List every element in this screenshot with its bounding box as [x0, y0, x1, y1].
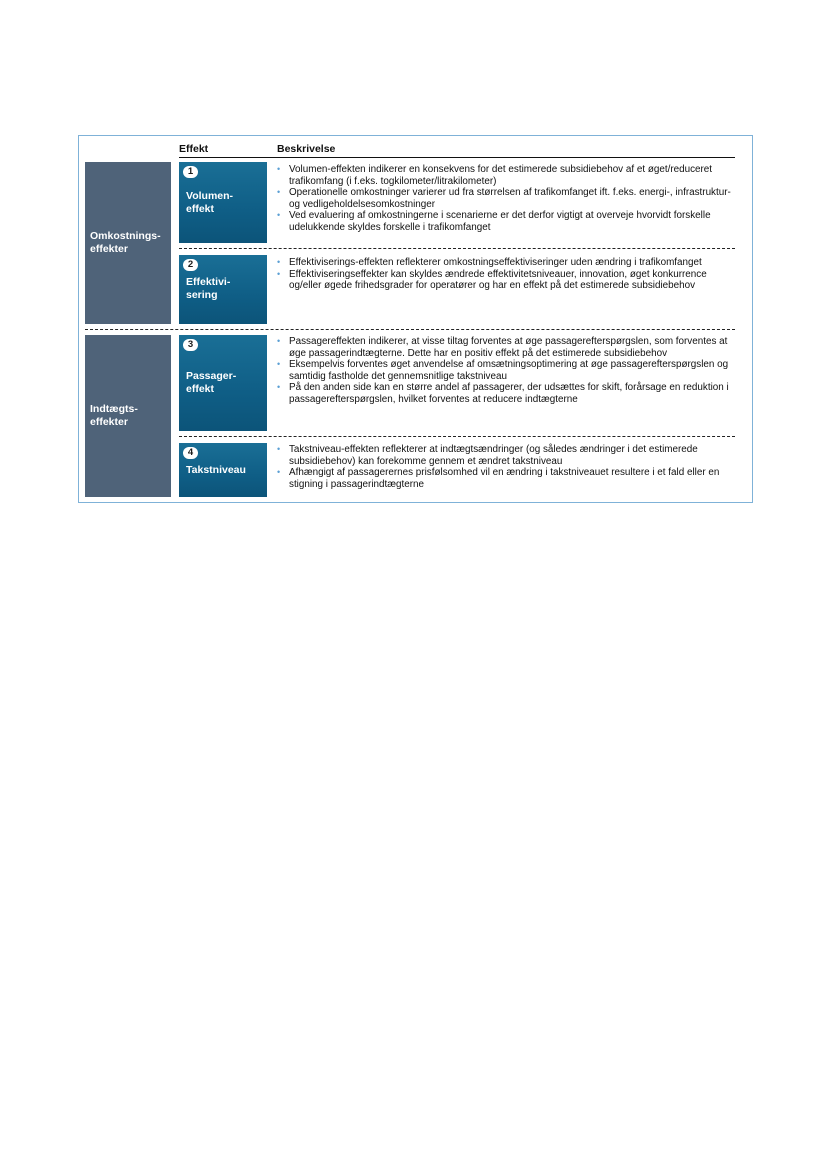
separator-dashed [179, 436, 735, 437]
column-header-beskrivelse: Beskrivelse [277, 143, 336, 155]
bullet: • Effektiviserings-effekten reflekterer omkostningseffektiviseringer uden ændring i trafikomfanget [276, 257, 738, 269]
description-passager [276, 336, 738, 406]
group-label-omkostnings: Omkostnings- effekter [90, 230, 161, 255]
bullet: • Takstniveau-effekten reflekterer at indtægtsændringer (og således ændringer i det estimerede subsidiebehov) kan forekomme gennem et ændret takstniveau [276, 444, 738, 467]
bullet: • Passagereffekten indikerer, at visse tiltag forventes at øge passagerefterspørgslen, som forventes at øge passagerindtægterne. Dette har en positiv effekt på det estimerede subsidiebehov [276, 336, 738, 359]
effect-label-effektivisering: Effektivi- sering [186, 276, 231, 301]
bullet: • Ved evaluering af omkostningerne i scenarierne er det derfor vigtigt at overveje hvorvidt forskelle udelukkende skyldes forskelle i trafikomfanget [276, 210, 738, 233]
separator-dashed [179, 248, 735, 249]
effect-label-takstniveau: Takstniveau [186, 464, 246, 476]
bullet: • Afhængigt af passagerernes prisfølsomhed vil en ændring i takstniveauet resultere i et fald eller en stigning i passagerindtægterne [276, 467, 738, 490]
number-badge-4: 4 [183, 447, 198, 459]
effect-box-passager [179, 335, 267, 431]
description-effektivisering [276, 257, 738, 292]
group-indtaegts-effekter [85, 335, 171, 497]
header-underline [179, 157, 735, 158]
bullet: • Eksempelvis forventes øget anvendelse af omsætningsoptimering at øge passagerefterspørgslen og samtidig fastholde det gennemsnitlige takstniveau [276, 359, 738, 382]
bullet: • Volumen-effekten indikerer en konsekvens for det estimerede subsidiebehov af et øget/reduceret trafikomfang (i f.eks. togkilometer/litrakilometer) [276, 164, 738, 187]
number-badge-3: 3 [183, 339, 198, 351]
effect-box-takstniveau [179, 443, 267, 497]
group-separator-dashed [85, 329, 735, 330]
bullet: • Operationelle omkostninger varierer ud fra størrelsen af trafikomfanget ift. f.eks. energi-, infrastruktur- og vedligeholdelsesomkostninger [276, 187, 738, 210]
bullet: • Effektiviseringseffekter kan skyldes ændrede effektivitetsniveauer, innovation, øget konkurrence og/eller øgede frihedsgrader for operatører og har en effekt på det estimerede subsidiebehov [276, 269, 738, 292]
description-takstniveau [276, 444, 738, 490]
column-header-effekt: Effekt [179, 143, 209, 155]
effect-label-passager: Passager- effekt [186, 370, 237, 395]
effect-label-volumen: Volumen- effekt [186, 190, 234, 215]
effect-box-effektivisering [179, 255, 267, 324]
group-omkostnings-effekter [85, 162, 171, 324]
group-label-indtaegts: Indtægts- effekter [90, 403, 138, 428]
bullet: • På den anden side kan en større andel af passagerer, der udsættes for skift, forårsage en reduktion i passagerefterspørgslen, hvilket forventes at reducere indtægterne [276, 382, 738, 405]
number-badge-2: 2 [183, 259, 198, 271]
effect-box-volumen [179, 162, 267, 243]
effects-figure [78, 135, 753, 503]
description-volumen [276, 164, 738, 234]
number-badge-1: 1 [183, 166, 198, 178]
